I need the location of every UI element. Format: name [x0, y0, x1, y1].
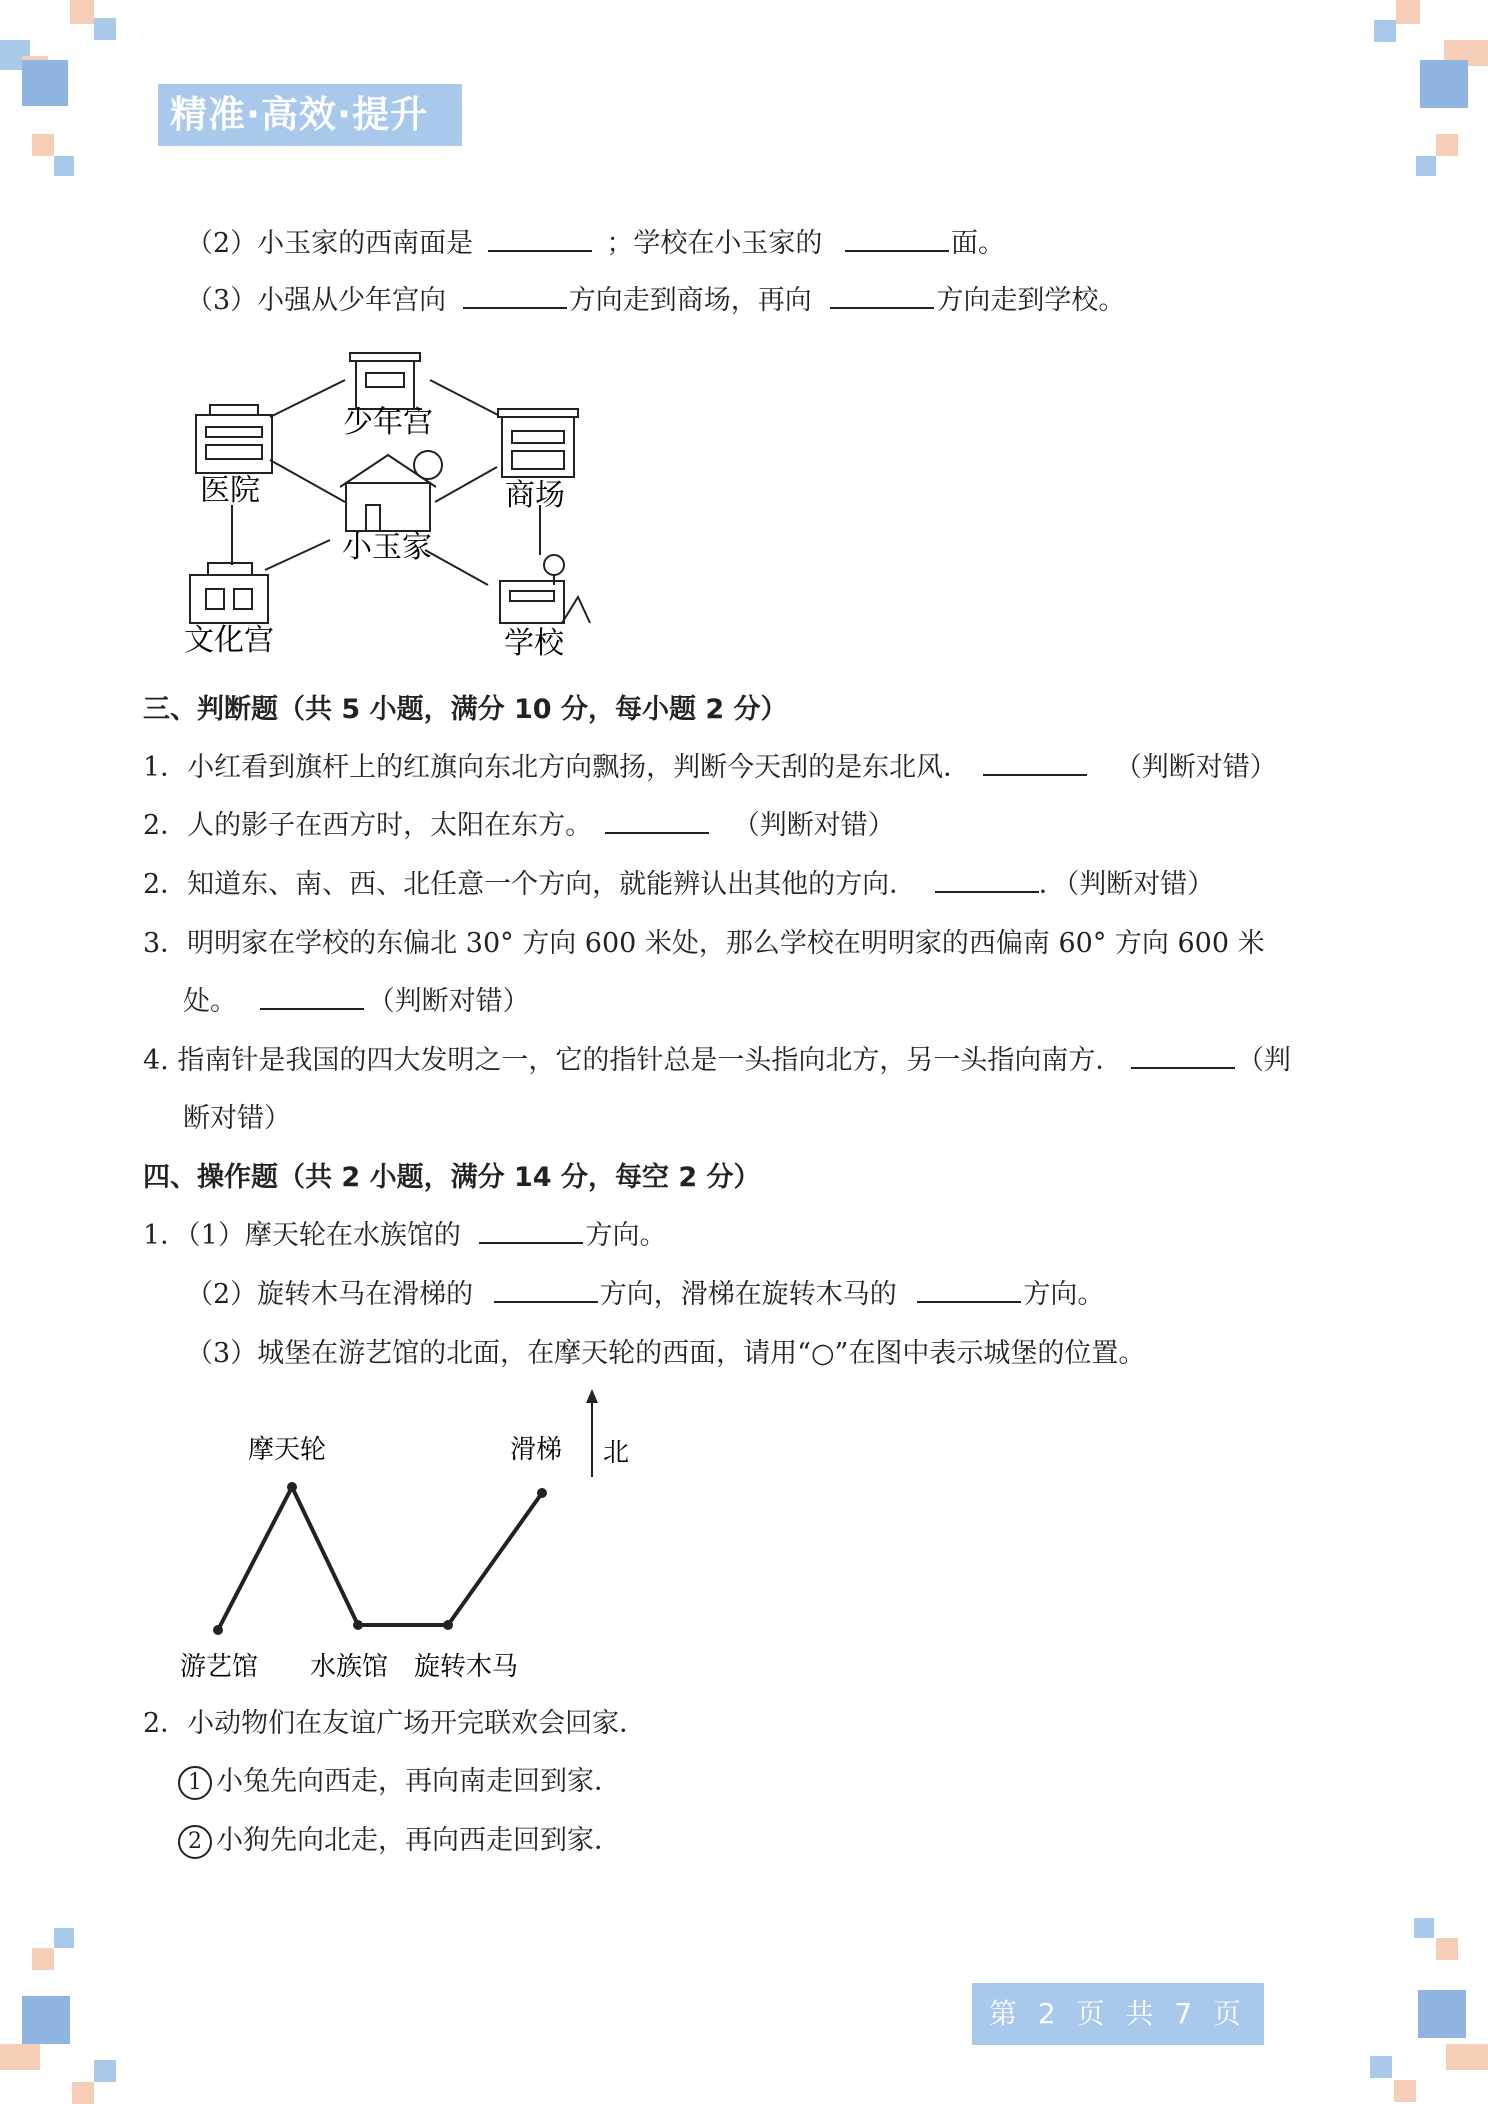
- question-text: 1．（1）摩天轮在水族馆的: [143, 1220, 461, 1251]
- map-point: [353, 1620, 363, 1630]
- page-number: 第 2 页 共 7 页: [972, 1983, 1264, 2045]
- map-label-culture-palace: 文化宫: [184, 623, 274, 658]
- corner-decoration: [32, 134, 54, 156]
- question-text: 2．小动物们在友谊广场开完联欢会回家．: [143, 1708, 647, 1739]
- answer-blank[interactable]: [917, 1277, 1021, 1303]
- map-label-carousel: 旋转木马: [414, 1652, 519, 1682]
- item-number: 2: [178, 1825, 212, 1859]
- question-text: 2．人的影子在西方时，太阳在东方。: [143, 810, 593, 841]
- question-line: [186, 1277, 1104, 1313]
- town-map: [170, 345, 600, 665]
- corner-decoration: [94, 2060, 116, 2082]
- corner-decoration: [1416, 156, 1436, 176]
- corner-decoration: [54, 1928, 74, 1948]
- corner-decoration: [1374, 20, 1396, 42]
- map-label-aquarium: 水族馆: [310, 1652, 389, 1682]
- corner-decoration: [1420, 60, 1468, 108]
- map-label-mall: 商场: [505, 478, 565, 513]
- map-label-home: 小玉家: [342, 530, 432, 565]
- question-text: 小兔先向西走，再向南走回到家．: [216, 1766, 621, 1797]
- corner-decoration: [72, 2082, 94, 2104]
- question-line: [178, 1823, 621, 1859]
- answer-blank[interactable]: [830, 283, 934, 309]
- corner-decoration: [1418, 1990, 1466, 2038]
- answer-blank[interactable]: [488, 226, 592, 252]
- map-point: [443, 1620, 453, 1630]
- corner-decoration: [1436, 1938, 1458, 1960]
- question-text: 方向，滑梯在旋转木马的: [599, 1279, 897, 1310]
- corner-decoration: [22, 1996, 70, 2044]
- corner-decoration: [94, 18, 116, 40]
- question-text: ．（判断对错）: [1038, 869, 1215, 900]
- question-line: [183, 984, 530, 1020]
- question-text: 断对错）: [183, 1103, 291, 1134]
- question-text: ；学校在小玉家的: [606, 228, 823, 259]
- question-line: [183, 1101, 291, 1137]
- map-point: [537, 1488, 547, 1498]
- answer-blank[interactable]: [260, 984, 364, 1010]
- map-label-hospital: 医院: [200, 473, 260, 508]
- section-heading: 四、操作题（共 2 小题，满分 14 分，每空 2 分）: [143, 1162, 761, 1193]
- question-text: （2）小玉家的西南面是: [186, 228, 474, 259]
- header-banner: 精准·高效·提升: [158, 84, 462, 146]
- question-text: 方向走到商场，再向: [568, 285, 812, 316]
- question-line: [143, 1043, 1291, 1079]
- question-line: [143, 808, 895, 844]
- answer-blank[interactable]: [479, 1218, 583, 1244]
- corner-decoration: [1414, 1918, 1434, 1938]
- question-line: [143, 750, 1277, 786]
- corner-decoration: [1446, 2044, 1488, 2070]
- corner-decoration: [1370, 2056, 1392, 2078]
- corner-decoration: [70, 0, 94, 24]
- answer-blank[interactable]: [605, 808, 709, 834]
- question-text: 4. 指南针是我国的四大发明之一，它的指针总是一头指向北方，另一头指向南方．: [143, 1045, 1123, 1076]
- map-point: [287, 1482, 297, 1492]
- question-text: 方向。: [1023, 1279, 1105, 1310]
- question-text: 方向走到学校。: [936, 285, 1126, 316]
- question-line: [143, 1218, 666, 1254]
- question-line: [143, 867, 1214, 903]
- question-text: 1．小红看到旗杆上的红旗向东北方向飘扬，判断今天刮的是东北风．: [143, 752, 971, 783]
- question-line: [143, 926, 1265, 962]
- map-label-ferris-wheel: 摩天轮: [248, 1435, 327, 1465]
- map-label-arcade: 游艺馆: [180, 1652, 259, 1682]
- corner-decoration: [1436, 134, 1458, 156]
- question-text: （判: [1236, 1045, 1291, 1076]
- map-point: [213, 1625, 223, 1635]
- question-text: （判断对错）: [732, 810, 895, 841]
- question-text: 小狗先向北走，再向西走回到家．: [216, 1825, 621, 1856]
- question-text: （判断对错）: [1114, 752, 1277, 783]
- answer-blank[interactable]: [1131, 1043, 1235, 1069]
- question-text: （2）旋转木马在滑梯的: [186, 1279, 474, 1310]
- question-line: [186, 283, 1125, 319]
- question-text: 3．明明家在学校的东偏北 30° 方向 600 米处，那么学校在明明家的西偏南 60° 方向 600 米: [143, 928, 1265, 959]
- park-map: [170, 1385, 650, 1695]
- question-text: 面。: [950, 228, 1005, 259]
- question-text: （3）小强从少年宫向: [186, 285, 447, 316]
- map-label-school: 学校: [504, 626, 564, 661]
- question-text: （3）城堡在游艺馆的北面，在摩天轮的西面，请用“○”在图中表示城堡的位置。: [186, 1338, 1146, 1369]
- question-line: [186, 1336, 1145, 1372]
- answer-blank[interactable]: [983, 750, 1087, 776]
- north-label: 北: [603, 1438, 630, 1468]
- question-text: 方向。: [585, 1220, 667, 1251]
- question-line: [186, 226, 1005, 262]
- question-line: [143, 1706, 646, 1742]
- map-label-youth-palace: 少年宫: [343, 405, 433, 440]
- answer-blank[interactable]: [845, 226, 949, 252]
- answer-blank[interactable]: [463, 283, 567, 309]
- answer-blank[interactable]: [935, 867, 1039, 893]
- corner-decoration: [0, 2044, 40, 2070]
- question-line: [178, 1764, 621, 1800]
- item-number: 1: [178, 1766, 212, 1800]
- question-text: 2．知道东、南、西、北任意一个方向，就能辨认出其他的方向．: [143, 869, 917, 900]
- corner-decoration: [32, 1948, 54, 1970]
- map-label-slide: 滑梯: [510, 1435, 563, 1465]
- question-text: 处。: [183, 986, 237, 1017]
- corner-decoration: [22, 60, 68, 106]
- corner-decoration: [1394, 2080, 1416, 2102]
- section-heading: 三、判断题（共 5 小题，满分 10 分，每小题 2 分）: [143, 694, 788, 725]
- answer-blank[interactable]: [494, 1277, 598, 1303]
- corner-decoration: [54, 156, 74, 176]
- question-text: （判断对错）: [367, 986, 530, 1017]
- corner-decoration: [1396, 0, 1420, 24]
